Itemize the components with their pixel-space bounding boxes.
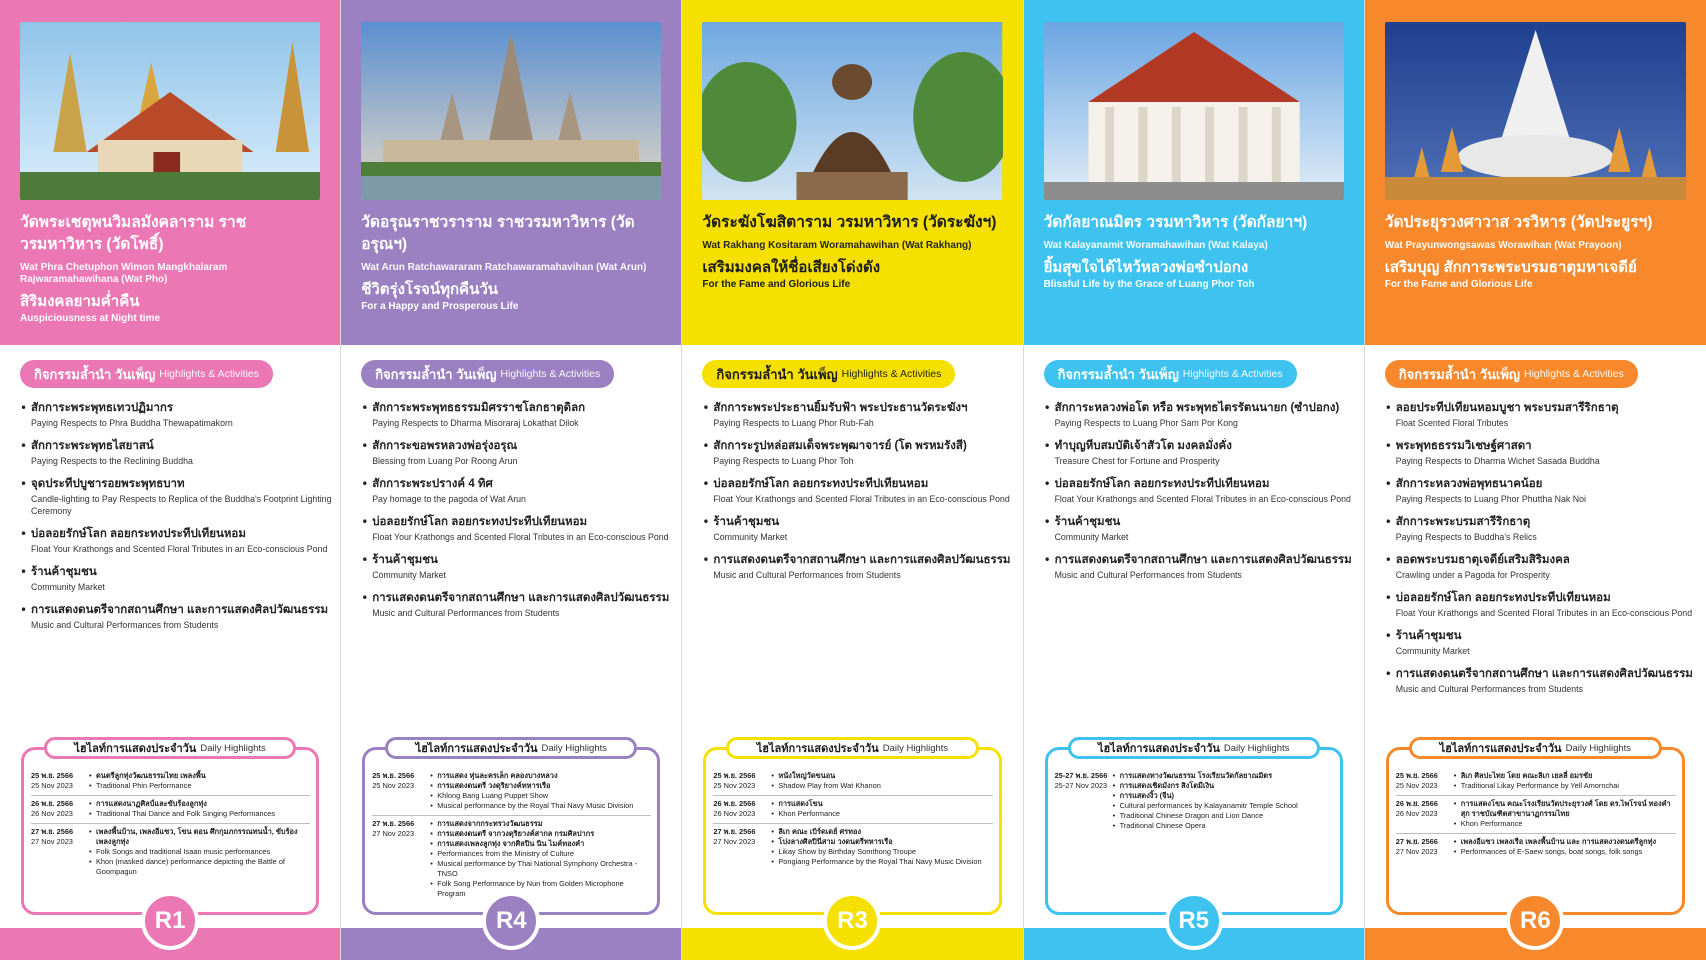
activity-english: Treasure Chest for Fortune and Prosperity	[1054, 456, 1220, 466]
highlights-label-thai: กิจกรรมล้ำนำ วันเพ็ญ	[1398, 366, 1520, 382]
temple-name-thai: วัดประยุรวงศาวาส วรวิหาร (วัดประยูรฯ)	[1384, 214, 1653, 231]
route-code: R1	[154, 907, 186, 934]
daily-highlights-title	[44, 737, 296, 759]
entry-date: 26 Nov 2023	[1395, 809, 1438, 818]
activity-item	[361, 590, 673, 619]
column-header	[1365, 0, 1706, 345]
entry-date: 25 พ.ย. 2566	[1395, 771, 1438, 780]
activity-thai: • การแสดงดนตรีจากสถานศึกษา และการแสดงศิลปวัฒนธรรม	[1395, 668, 1693, 680]
entry-item: • การแสดงเชิดมังกร สิงโตมีเงิน	[1113, 781, 1334, 791]
entry-date: 27 พ.ย. 2566	[1395, 837, 1438, 846]
entry-dates	[1396, 771, 1454, 791]
entry-items	[771, 827, 992, 867]
activity-thai: • สักการะหลวงพ่อพุทธนาคน้อย	[1395, 478, 1543, 490]
entry-items	[1113, 771, 1334, 831]
activity-thai: • จุดประทีปบูชารอยพระพุทธบาท	[31, 478, 185, 490]
daily-highlights-box	[21, 742, 319, 915]
highlights-pill	[1385, 360, 1638, 388]
activity-item	[20, 438, 332, 467]
activity-thai: • ลอดพระบรมธาตุเจดีย์เสริมสิริมงคล	[1395, 554, 1570, 566]
entry-date: 25 พ.ย. 2566	[31, 771, 74, 780]
temple-column-r3	[682, 0, 1023, 960]
temple-photo	[1044, 22, 1344, 200]
temple-photo	[361, 22, 661, 200]
entry-items	[89, 771, 310, 791]
activity-thai: • พระพุทธธรรมวิเชษฐ์ศาสดา	[1395, 440, 1532, 452]
activity-item	[1044, 476, 1356, 505]
activity-thai: • การแสดงดนตรีจากสถานศึกษา และการแสดงศิลปวัฒนธรรม	[713, 554, 1011, 566]
activity-english: Float Your Krathongs and Scented Floral Tributes in an Eco-conscious Pond	[1395, 608, 1693, 618]
activity-item	[1044, 438, 1356, 467]
daily-highlights-box	[1386, 742, 1685, 915]
daily-entry	[31, 768, 310, 796]
activity-list	[20, 400, 332, 640]
activity-thai: • สักการะพระบรมสารีริกธาตุ	[1395, 516, 1531, 528]
highlights-pill	[702, 360, 955, 388]
temple-name-thai: วัดพระเชตุพนวิมลมังคลาราม ราชวรมหาวิหาร (วัดโพธิ์)	[20, 214, 247, 253]
temple-name-english: Wat Kalayanamit Woramahawihan (Wat Kalaya)	[1043, 240, 1268, 251]
highlights-pill	[20, 360, 273, 388]
activity-thai: • ร้านค้าชุมชน	[713, 516, 780, 528]
highlights-label-english: Highlights & Activities	[500, 368, 601, 380]
activity-item	[361, 400, 673, 429]
entry-item: • หนังใหญ่วัดขนอน	[771, 771, 992, 781]
entry-item: • Khon Performance	[771, 809, 992, 819]
theme-thai: ยิ้มสุขใจได้ไหว้หลวงพ่อซำปอกง	[1043, 259, 1249, 276]
highlights-label-english: Highlights & Activities	[1182, 368, 1283, 380]
activity-thai: • ร้านค้าชุมชน	[1395, 630, 1462, 642]
entry-dates	[31, 827, 89, 877]
daily-entries	[1055, 768, 1334, 835]
activity-english: Paying Respects to Luang Phor Sam Por Kong	[1054, 418, 1238, 428]
activity-english: Community Market	[713, 532, 788, 542]
theme-english: For a Happy and Prosperous Life	[361, 301, 519, 312]
highlights-pill	[1044, 360, 1297, 388]
entry-item: • ดนตรีลูกทุ่งวัฒนธรรมไทย เพลงพื้น	[89, 771, 310, 781]
entry-dates	[372, 771, 430, 811]
entry-items	[1454, 799, 1676, 829]
activity-thai: • บ่อลอยรักษ์โลก ลอยกระทงประทีปเทียนหอม	[31, 528, 246, 540]
column-header	[0, 0, 340, 345]
daily-entry	[372, 816, 651, 903]
entry-item: • Shadow Play from Wat Khanon	[771, 781, 992, 791]
activity-item	[361, 476, 673, 505]
daily-highlights-title	[1068, 737, 1320, 759]
activity-english: Paying Respects to Luang Phor Toh	[713, 456, 854, 466]
activity-english: Community Market	[31, 582, 105, 592]
daily-highlights-box	[362, 742, 660, 915]
temple-photo	[702, 22, 1002, 200]
activity-english: Music and Cultural Performances from Students	[1054, 570, 1242, 580]
activity-thai: • ร้านค้าชุมชน	[31, 566, 97, 578]
activity-thai: • บ่อลอยรักษ์โลก ลอยกระทงประทีปเทียนหอม	[1054, 478, 1270, 490]
entry-date: 25 พ.ย. 2566	[713, 771, 756, 780]
entry-item: • Khon (masked dance) performance depicting the Battle of Goompagun	[89, 857, 310, 877]
entry-date: 27 พ.ย. 2566	[31, 827, 74, 836]
activity-english: Float Scented Floral Tributes	[1395, 418, 1509, 428]
entry-date: 26 พ.ย. 2566	[713, 799, 756, 808]
entry-date: 26 Nov 2023	[31, 809, 73, 818]
theme-english: For the Fame and Glorious Life	[1384, 279, 1533, 290]
entry-dates	[372, 819, 430, 899]
entry-item: • การแสดงทางวัฒนธรรม โรงเรียนวัดกัลยาณมิตร	[1113, 771, 1334, 781]
activity-english: Paying Respects to the Reclining Buddha	[31, 456, 193, 466]
activity-thai: • สักการะรูปหล่อสมเด็จพระพุฒาจารย์ (โต พรหมรังสี)	[713, 440, 967, 452]
activity-english: Pay homage to the pagoda of Wat Arun	[372, 494, 526, 504]
entry-dates	[1055, 771, 1113, 831]
route-badge	[1506, 892, 1564, 950]
activity-item	[361, 438, 673, 467]
activity-item	[1385, 590, 1698, 619]
temple-name-thai: วัดกัลยาณมิตร วรมหาวิหาร (วัดกัลยาฯ)	[1043, 214, 1308, 231]
entry-date: 27 พ.ย. 2566	[372, 819, 415, 828]
route-code: R4	[495, 907, 527, 934]
entry-date: 25 Nov 2023	[372, 781, 415, 790]
entry-items	[771, 771, 992, 791]
activity-item	[361, 552, 673, 581]
entry-item: • Performances from the Ministry of Culture	[430, 849, 651, 859]
route-code: R6	[1520, 907, 1551, 934]
entry-item: • Khlong Bang Luang Puppet Show	[430, 791, 651, 801]
daily-title-english: Daily Highlights	[882, 742, 949, 754]
daily-entries	[1396, 768, 1676, 861]
activity-item	[1385, 666, 1698, 695]
temple-name-english: Wat Phra Chetuphon Wimon Mangkhalaram Rajwaramahawihana (Wat Pho)	[20, 262, 228, 285]
activity-item	[702, 514, 1014, 543]
entry-dates	[31, 799, 89, 819]
activity-thai: • ลอยประทีปเทียนหอมบูชา พระบรมสารีริกธาตุ	[1395, 402, 1619, 414]
activity-english: Blessing from Luang Por Roong Arun	[372, 456, 518, 466]
activity-item	[20, 564, 332, 593]
entry-date: 25-27 Nov 2023	[1054, 781, 1108, 790]
daily-title-english: Daily Highlights	[1565, 742, 1632, 754]
entry-item: • การแสดงโขน คณะโรงเรียนวัดประยุรวงศ์ โดย ดร.ไพโรจน์ ทองคำสุก ราชบัณฑิตสาขานาฏกรรมไทย	[1454, 799, 1676, 819]
entry-item: • Cultural performances by Kalayanamitr Temple School	[1113, 801, 1334, 811]
temple-column-r6	[1365, 0, 1706, 960]
entry-item: • การแสดง หุ่นละครเล็ก คลองบางหลวง	[430, 771, 651, 781]
daily-title-english: Daily Highlights	[1223, 742, 1290, 754]
entry-dates	[31, 771, 89, 791]
highlights-pill	[361, 360, 614, 388]
activity-english: Paying Respects to Buddha's Relics	[1395, 532, 1537, 542]
route-badge	[141, 892, 199, 950]
column-header	[341, 0, 681, 345]
temple-column-r1	[0, 0, 341, 960]
daily-entries	[31, 768, 310, 881]
daily-entry	[713, 768, 992, 796]
entry-item: • ลิเก คณะ เบิร์ดเดย์ ศรทอง	[771, 827, 992, 837]
activity-english: Float Your Krathongs and Scented Floral Tributes in an Eco-conscious Pond	[1054, 494, 1351, 504]
entry-item: • เพลงพื้นบ้าน, เพลงอีแซว, โขน ตอน ศึกกุมภกรรณทนน้ำ, ขับร้องเพลงลูกทุ่ง	[89, 827, 310, 847]
route-code: R5	[1178, 907, 1209, 934]
daily-entries	[372, 768, 651, 903]
entry-date: 27 Nov 2023	[31, 837, 73, 846]
entry-item: • Traditional Chinese Opera	[1113, 821, 1334, 831]
temple-photo	[20, 22, 320, 200]
temple-column-r4	[341, 0, 682, 960]
entry-item: • โปงลางศิลปินีสาม วงดนตรีทหารเรือ	[771, 837, 992, 847]
theme-english: Auspiciousness at Night time	[20, 313, 161, 324]
activity-english: Music and Cultural Performances from Students	[31, 620, 219, 630]
entry-dates	[713, 827, 771, 867]
activity-item	[1044, 514, 1356, 543]
daily-entry	[713, 824, 992, 871]
activity-item	[702, 476, 1014, 505]
entry-item: • Folk Songs and traditional Isaan music performances	[89, 847, 310, 857]
entry-date: 25 Nov 2023	[31, 781, 73, 790]
activity-item	[20, 400, 332, 429]
activity-english: Music and Cultural Performances from Students	[1395, 684, 1584, 694]
activity-item	[1385, 514, 1698, 543]
route-code: R3	[837, 907, 868, 934]
activity-thai: • การแสดงดนตรีจากสถานศึกษา และการแสดงศิลปวัฒนธรรม	[1054, 554, 1352, 566]
daily-entries	[713, 768, 992, 871]
entry-dates	[1396, 799, 1454, 829]
entry-date: 27 Nov 2023	[1395, 847, 1438, 856]
entry-items	[1454, 837, 1676, 857]
entry-date: 27 Nov 2023	[713, 837, 756, 846]
activity-thai: • การแสดงดนตรีจากสถานศึกษา และการแสดงศิลปวัฒนธรรม	[372, 592, 670, 604]
entry-item: • การแสดงเพลงลูกทุ่ง จากศิลปิน นิน ไมค์ทองคำ	[430, 839, 651, 849]
entry-date: 25-27 พ.ย. 2566	[1054, 771, 1108, 780]
activity-thai: • บ่อลอยรักษ์โลก ลอยกระทงประทีปเทียนหอม	[1395, 592, 1611, 604]
daily-title-thai: ไฮไลท์การแสดงประจำวัน	[74, 743, 197, 755]
daily-entry	[1055, 768, 1334, 835]
activity-thai: • สักการะพระพุทธไสยาสน์	[31, 440, 154, 452]
activity-item	[1385, 552, 1698, 581]
activity-item	[1044, 552, 1356, 581]
activity-english: Paying Respects to Luang Phor Phuttha Nak Noi	[1395, 494, 1586, 504]
activity-english: Music and Cultural Performances from Students	[372, 608, 560, 618]
temple-photo	[1385, 22, 1686, 200]
daily-highlights-title	[726, 737, 978, 759]
activity-thai: • สักการะพระประธานยิ้มรับฟ้า พระประธานวัดระฆังฯ	[713, 402, 968, 414]
activity-item	[361, 514, 673, 543]
activity-item	[20, 476, 332, 517]
daily-highlights-box	[1045, 742, 1343, 915]
entry-items	[89, 827, 310, 877]
entry-dates	[1396, 837, 1454, 857]
highlights-label-thai: กิจกรรมล้ำนำ วันเพ็ญ	[375, 366, 497, 382]
activity-item	[20, 602, 332, 631]
activity-thai: • สักการะพระปรางค์ 4 ทิศ	[372, 478, 493, 490]
daily-entry	[372, 768, 651, 816]
entry-items	[1454, 771, 1676, 791]
activity-thai: • สักการะขอพรหลวงพ่อรุ่งอรุณ	[372, 440, 518, 452]
activity-thai: • ร้านค้าชุมชน	[1054, 516, 1121, 528]
activity-thai: • ร้านค้าชุมชน	[372, 554, 438, 566]
route-badge	[482, 892, 540, 950]
activity-english: Paying Respects to Luang Phor Rub-Fah	[713, 418, 874, 428]
temple-name-thai: วัดอรุณราชวราราม ราชวรมหาวิหาร (วัดอรุณฯ)	[361, 214, 635, 253]
entry-items	[771, 799, 992, 819]
activity-english: Paying Respects to Dharma Misoraraj Lokathat Dilok	[372, 418, 579, 428]
entry-item: • Khon Performance	[1454, 819, 1676, 829]
activity-thai: • บ่อลอยรักษ์โลก ลอยกระทงประทีปเทียนหอม	[372, 516, 588, 528]
activity-thai: • สักการะหลวงพ่อโต หรือ พระพุทธไตรรัตนนายก (ซำปอกง)	[1054, 402, 1340, 414]
highlights-label-thai: กิจกรรมล้ำนำ วันเพ็ญ	[716, 366, 838, 382]
temple-name-english: Wat Prayunwongsawas Worawihan (Wat Prayoon)	[1384, 240, 1622, 251]
highlights-label-english: Highlights & Activities	[1523, 368, 1624, 380]
activity-item	[1385, 628, 1698, 657]
daily-entry	[1396, 768, 1676, 796]
theme-english: Blissful Life by the Grace of Luang Phor Toh	[1043, 279, 1255, 290]
entry-items	[430, 771, 651, 811]
entry-item: • การแสดงโขน	[771, 799, 992, 809]
activity-thai: • สักการะพระพุทธเทวปฏิมากร	[31, 402, 174, 414]
activity-list	[361, 400, 673, 628]
theme-thai: เสริมมงคลให้ชื่อเสียงโด่งดัง	[702, 259, 881, 276]
temple-column-r5	[1024, 0, 1365, 960]
entry-item: • ลิเก ศิลปะไทย โดย คณะลิเก เยลลี่ อมรชัย	[1454, 771, 1676, 781]
activity-english: Float Your Krathongs and Scented Floral Tributes in an Eco-conscious Pond	[372, 532, 669, 542]
entry-item: • Folk Song Performance by Nun from Golden Microphone Program	[430, 879, 651, 899]
activity-thai: • การแสดงดนตรีจากสถานศึกษา และการแสดงศิลปวัฒนธรรม	[31, 604, 329, 616]
daily-title-thai: ไฮไลท์การแสดงประจำวัน	[1439, 743, 1562, 755]
entry-items	[89, 799, 310, 819]
entry-item: • Performances of E-Saew songs, boat songs, folk songs	[1454, 847, 1676, 857]
entry-item: • การแสดงงิ้ว (จีน)	[1113, 791, 1334, 801]
activity-english: Music and Cultural Performances from Students	[713, 570, 901, 580]
entry-item: • Pongiang Performance by the Royal Thai Navy Music Division	[771, 857, 992, 867]
entry-item: • Likay Show by Birthday Somthong Troupe	[771, 847, 992, 857]
theme-english: For the Fame and Glorious Life	[702, 279, 851, 290]
daily-highlights-box	[703, 742, 1001, 915]
column-header	[682, 0, 1022, 345]
entry-date: 26 Nov 2023	[713, 809, 756, 818]
theme-thai: ชีวิตรุ่งโรจน์ทุกคืนวัน	[361, 281, 499, 298]
entry-dates	[713, 799, 771, 819]
entry-item: • Musical performance by the Royal Thai Navy Music Division	[430, 801, 651, 811]
activity-item	[702, 400, 1014, 429]
entry-item: • Musical performance by Thai National Symphony Orchestra - TNSO	[430, 859, 651, 879]
entry-item: • Traditional Thai Dance and Folk Singing Performances	[89, 809, 310, 819]
temple-name-english: Wat Arun Ratchawararam Ratchawaramahavihan (Wat Arun)	[361, 262, 647, 273]
activity-item	[1385, 476, 1698, 505]
activity-english: Paying Respects to Dharma Wichet Sasada Buddha	[1395, 456, 1600, 466]
activity-english: Float Your Krathongs and Scented Floral Tributes in an Eco-conscious Pond	[31, 544, 328, 554]
daily-entry	[31, 824, 310, 881]
daily-title-english: Daily Highlights	[541, 742, 607, 754]
daily-highlights-title	[1409, 737, 1662, 759]
entry-item: • Traditional Likay Performance by Yell Amornchai	[1454, 781, 1676, 791]
entry-date: 26 พ.ย. 2566	[31, 799, 74, 808]
activity-thai: • บ่อลอยรักษ์โลก ลอยกระทงประทีปเทียนหอม	[713, 478, 929, 490]
activity-item	[1385, 400, 1698, 429]
entry-item: • Traditional Phin Performance	[89, 781, 310, 791]
activity-item	[702, 552, 1014, 581]
daily-entry	[1396, 796, 1676, 834]
daily-title-thai: ไฮไลท์การแสดงประจำวัน	[756, 743, 879, 755]
daily-title-english: Daily Highlights	[200, 742, 266, 754]
entry-item: • การแสดงดนตรี วงดุริยางค์ทหารเรือ	[430, 781, 651, 791]
activity-english: Crawling under a Pagoda for Prosperity	[1395, 570, 1550, 580]
daily-title-thai: ไฮไลท์การแสดงประจำวัน	[415, 743, 538, 755]
highlights-label-english: Highlights & Activities	[841, 368, 942, 380]
entry-date: 25 Nov 2023	[713, 781, 756, 790]
route-badge	[1165, 892, 1223, 950]
entry-item: • การแสดงดนตรี จากวงดุริยางค์สากล กรมศิลปากร	[430, 829, 651, 839]
activity-list	[702, 400, 1014, 590]
activity-list	[1385, 400, 1698, 704]
activity-item	[1044, 400, 1356, 429]
activity-item	[20, 526, 332, 555]
daily-entry	[713, 796, 992, 824]
activity-list	[1044, 400, 1356, 590]
entry-date: 25 พ.ย. 2566	[372, 771, 415, 780]
entry-item: • เพลงอีแซว เพลงเรือ เพลงพื้นบ้าน และ การแสดงวงดนตรีลูกทุ่ง	[1454, 837, 1676, 847]
activity-english: Community Market	[1395, 646, 1470, 656]
highlights-label-english: Highlights & Activities	[159, 368, 260, 380]
activity-thai: • ทำบุญหีบสมบัติเจ้าสัวโต มงคลมั่งคั่ง	[1054, 440, 1232, 452]
entry-date: 26 พ.ย. 2566	[1395, 799, 1438, 808]
entry-item: • Traditional Chinese Dragon and Lion Dance	[1113, 811, 1334, 821]
entry-items	[430, 819, 651, 899]
temple-name-english: Wat Rakhang Kositaram Woramahawihan (Wat Rakhang)	[702, 240, 972, 251]
entry-date: 27 Nov 2023	[372, 829, 415, 838]
daily-highlights-title	[385, 737, 637, 759]
activity-item	[702, 438, 1014, 467]
highlights-label-thai: กิจกรรมล้ำนำ วันเพ็ญ	[1057, 366, 1179, 382]
activity-english: Candle-lighting to Pay Respects to Replica of the Buddha's Footprint Lighting Ceremony	[31, 494, 332, 516]
column-header	[1024, 0, 1364, 345]
activity-english: Community Market	[1054, 532, 1129, 542]
entry-item: • การแสดงนาฏศิลป์และขับร้องลูกทุ่ง	[89, 799, 310, 809]
daily-entry	[31, 796, 310, 824]
activity-english: Paying Respects to Phra Buddha Thewapatimakorn	[31, 418, 233, 428]
entry-date: 27 พ.ย. 2566	[713, 827, 756, 836]
activity-english: Community Market	[372, 570, 446, 580]
daily-title-thai: ไฮไลท์การแสดงประจำวัน	[1097, 743, 1220, 755]
entry-dates	[713, 771, 771, 791]
activity-thai: • สักการะพระพุทธธรรมมิศรราชโลกธาตุดิลก	[372, 402, 586, 414]
entry-date: 25 Nov 2023	[1395, 781, 1438, 790]
highlights-label-thai: กิจกรรมล้ำนำ วันเพ็ญ	[34, 366, 156, 382]
theme-thai: เสริมบุญ สักการะพระบรมธาตุมหาเจดีย์	[1384, 259, 1637, 276]
daily-entry	[1396, 834, 1676, 861]
temple-name-thai: วัดระฆังโฆสิตาราม วรมหาวิหาร (วัดระฆังฯ)	[702, 214, 997, 231]
entry-item: • การแสดงจากกระทรวงวัฒนธรรม	[430, 819, 651, 829]
activity-english: Float Your Krathongs and Scented Floral Tributes in an Eco-conscious Pond	[713, 494, 1010, 504]
activity-item	[1385, 438, 1698, 467]
theme-thai: สิริมงคลยามค่ำคืน	[20, 293, 140, 310]
